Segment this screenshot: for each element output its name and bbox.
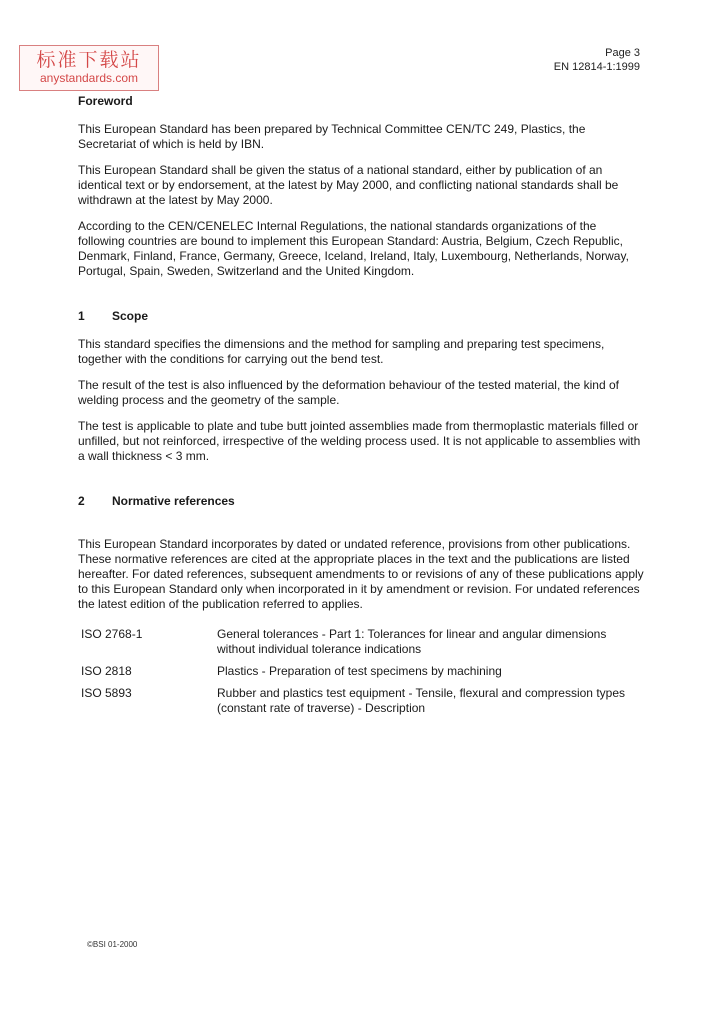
scope-paragraph: The test is applicable to plate and tube butt jointed assemblies made from thermoplastic materials filled or unfilled, but not reinforced, irrespective of the welding process used. It is not applicable to assemblies with a wall thickness < 3 mm.: [78, 419, 641, 463]
foreword-heading: Foreword: [78, 94, 133, 108]
scope-heading: [78, 309, 644, 324]
watermark-domain-text: anystandards.com: [39, 71, 139, 85]
normative-paragraph: This European Standard incorporates by dated or undated reference, provisions from other publications. These normative references are cited at the appropriate places in the text and the publications are listed hereafter. For dated references, subsequent amendments to or revisions of any of these publications apply to this European Standard only when incorporated in it by amendment or revision. For undated references the latest edition of the publication referred to applies.: [78, 537, 644, 611]
watermark-chinese-text: 标准下载站: [36, 49, 142, 71]
page-header: [554, 46, 640, 74]
normative-section-number: 2: [78, 494, 85, 508]
normative-section-title: Normative references: [112, 494, 235, 508]
reference-code: ISO 2768-1: [81, 627, 143, 641]
foreword-paragraph: This European Standard has been prepared by Technical Committee CEN/TC 249, Plastics, the Secretariat of which is held by IBN.: [78, 122, 586, 151]
normative-heading: [78, 494, 644, 509]
reference-row: [78, 627, 644, 657]
reference-title: Rubber and plastics test equipment - Tensile, flexural and compression types (constant rate of traverse) - Description: [217, 686, 625, 715]
reference-code: ISO 2818: [81, 664, 132, 678]
scope-section-title: Scope: [112, 309, 149, 323]
foreword-paragraph: According to the CEN/CENELEC Internal Regulations, the national standards organizations of the following countries are bound to implement this European Standard: Austria, Belgium, Czech Republic, Denmark, Finland, France, Germany, Greece, Iceland, Ireland, Italy, Luxembourg, Netherlands, Norway, Portugal, Spain, Sweden, Switzerland and the United Kingdom.: [78, 219, 629, 278]
scope-paragraph: The result of the test is also influenced by the deformation behaviour of the tested material, the kind of welding process and the geometry of the sample.: [78, 378, 619, 407]
reference-row: [78, 664, 644, 679]
page-footer-copyright: ©BSI 01-2000: [87, 940, 138, 949]
document-body: [78, 94, 644, 723]
scope-section-number: 1: [78, 309, 85, 323]
scope-paragraph: This standard specifies the dimensions and the method for sampling and preparing test specimens, together with the conditions for carrying out the bend test.: [78, 337, 605, 366]
foreword-paragraph: This European Standard shall be given the status of a national standard, either by publication of an identical text or by endorsement, at the latest by May 2000, and conflicting national standards shall be withdrawn at the latest by May 2000.: [78, 163, 619, 207]
reference-row: [78, 686, 644, 716]
reference-title: General tolerances - Part 1: Tolerances for linear and angular dimensions without individual tolerance indications: [217, 627, 607, 656]
reference-code: ISO 5893: [81, 686, 132, 700]
document-id: EN 12814-1:1999: [553, 61, 640, 73]
reference-title: Plastics - Preparation of test specimens by machining: [217, 664, 502, 678]
watermark-stamp: [19, 45, 159, 91]
reference-list: [78, 627, 644, 716]
page-number: Page 3: [605, 47, 640, 59]
